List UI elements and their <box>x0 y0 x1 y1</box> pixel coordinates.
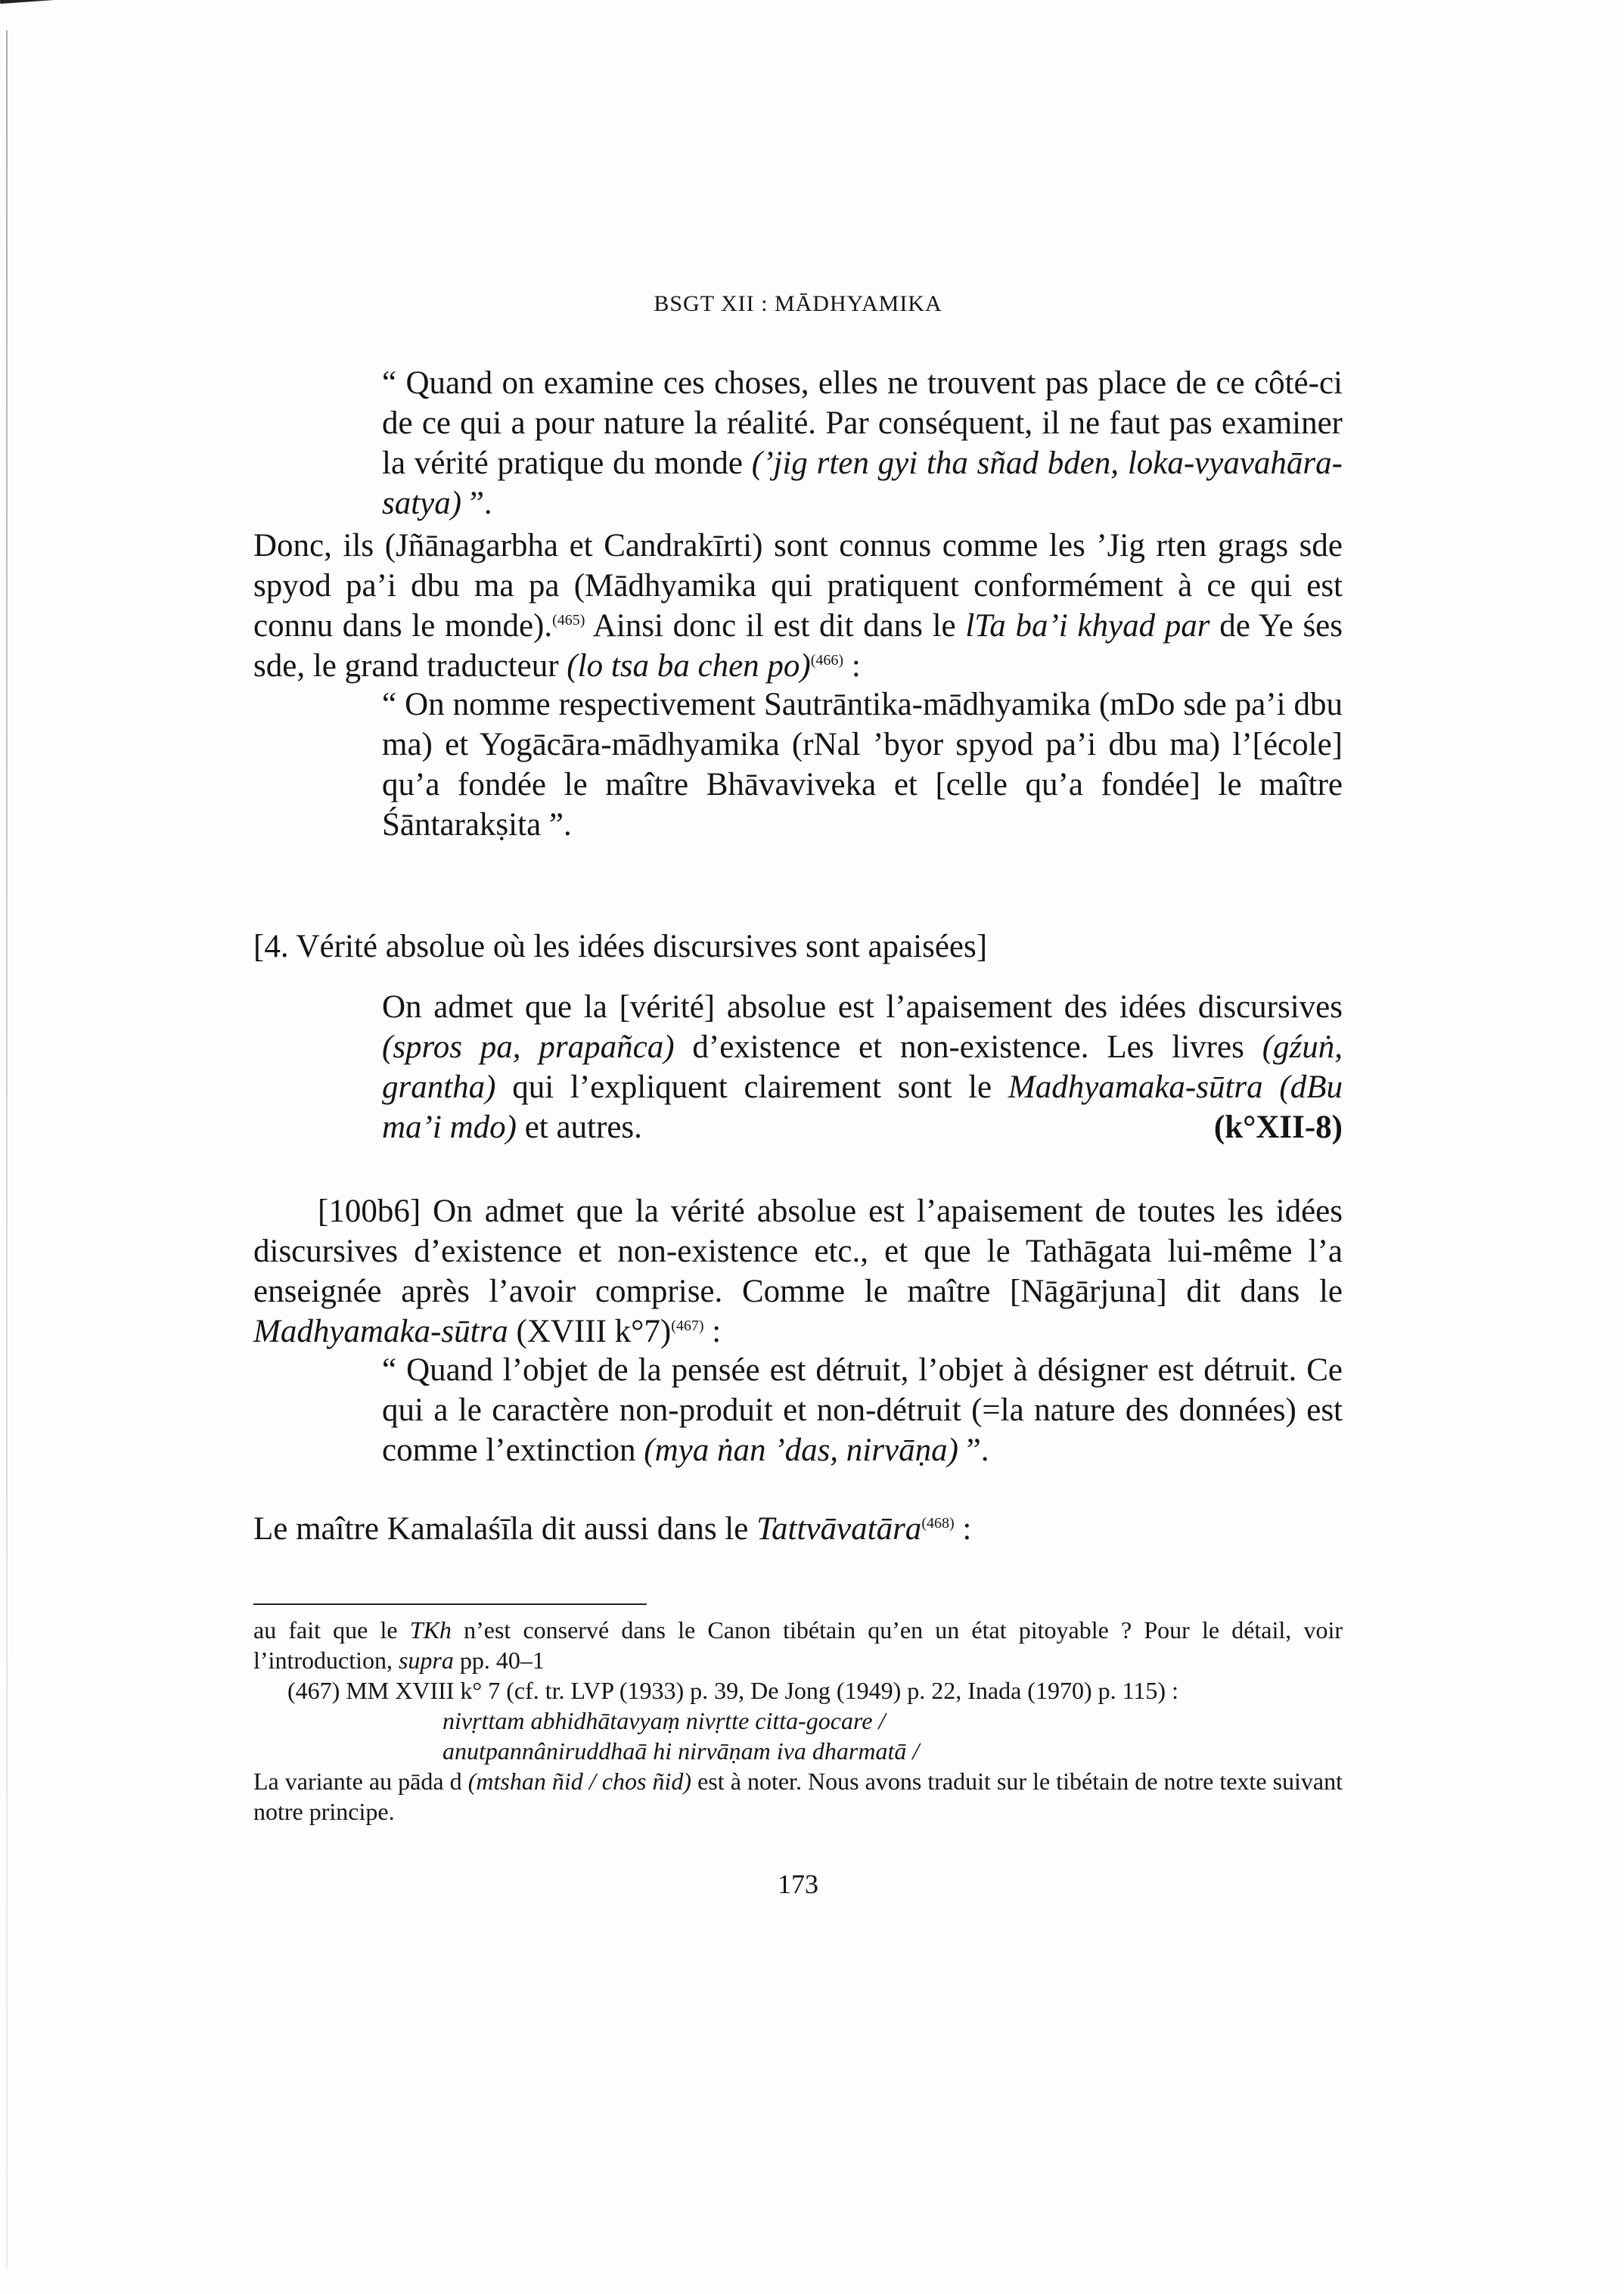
footnote-variant <box>253 1766 1343 1827</box>
verse-text <box>1263 1069 1280 1105</box>
verse-text: d’existence et non-existence. Les livres <box>674 1029 1262 1065</box>
paragraph-text: de Ye śes sde, le grand traducteur <box>253 608 1343 684</box>
quote-close: ”. <box>461 486 492 521</box>
quote-block-second <box>382 684 1343 845</box>
karika-verse <box>382 987 1343 1147</box>
term-mtshan-nid: (mtshan ñid / chos ñid) <box>467 1768 692 1795</box>
paragraph-text: (XVIII k°7) <box>508 1314 672 1349</box>
paragraph-text: Ainsi donc il est dit dans le <box>585 608 966 644</box>
running-head: BSGT XII : MĀDHYAMIKA <box>654 291 942 316</box>
abbrev-tkh: TKh <box>409 1616 452 1644</box>
quote-text: “ Quand on examine ces choses, elles ne trouvent pas place de ce côté-ci de ce qui a pour nature la réalité. Par conséquent, il ne faut pas examiner la vérité pratique du monde <box>382 365 1343 481</box>
term-dbu-mai-mdo: (dBu ma’i mdo) <box>382 1069 1343 1145</box>
quote-block-first <box>382 363 1343 523</box>
quote-close: ”. <box>958 1433 989 1468</box>
footnote-ref-467: (467) <box>671 1318 704 1334</box>
footnotes <box>253 1615 1343 1827</box>
title-lta-bai-khyad-par: lTa ba’i khyad par <box>965 608 1210 644</box>
footnote-text: n’est conservé dans le Canon tibétain qu’en un état pitoyable ? Pour le détail, voir l’introduction, <box>253 1616 1343 1674</box>
footnote-ref-465: (465) <box>552 612 585 629</box>
term-nirvana: (mya ṅan ’das, nirvāṇa) <box>644 1433 958 1468</box>
term-supra: supra <box>398 1647 454 1674</box>
term-loka-vyavahara: (’jig rten gyi tha sñad bden, loka-vyavahāra-satya) <box>382 445 1343 521</box>
title-tattvavatara: Tattvāvatāra <box>756 1511 922 1547</box>
term-spros-pa: (spros pa, prapañca) <box>382 1029 675 1065</box>
scan-corner-mark <box>0 0 56 19</box>
paragraph-text: Le maître Kamalaśīla dit aussi dans le <box>253 1511 757 1547</box>
term-lotsaba: (lo tsa ba chen po) <box>567 648 811 684</box>
paragraph-jnanagarbha <box>253 526 1343 686</box>
paragraph-text: : <box>954 1511 972 1547</box>
footnote-text: pp. 40–1 <box>453 1647 545 1674</box>
quote-text: “ On nomme respectivement Sautrāntika-mādhyamika (mDo sde pa’i dbu ma) et Yogācāra-mādhyamika (rNal ’byor spyod pa’i dbu ma) l’[école] qu’a fondée le maître Bhāvaviveka et [celle qu’a fondée] le maître Śāntarakṣita ”. <box>382 687 1343 843</box>
verse-text: et autres. <box>516 1110 642 1145</box>
scan-left-edge <box>6 30 8 2269</box>
verse-reference: (k°XII-8) <box>1213 1110 1343 1145</box>
paragraph-text: Donc, ils (Jñānagarbha et Candrakīrti) sont connus comme les ’Jig rten grags sde spyod pa’i dbu ma pa (Mādhyamika qui pratiquent conformément à ce qui est connu dans le monde). <box>253 528 1343 644</box>
paragraph-kamalasila <box>253 1509 1343 1549</box>
title-madhyamaka-sutra: Madhyamaka-sūtra <box>1008 1069 1263 1105</box>
footnote-text: La variante au pāda d <box>253 1768 468 1795</box>
footnote-467: (467) MM XVIII k° 7 (cf. tr. LVP (1933) p. 39, De Jong (1949) p. 22, Inada (1970) p. 115) : <box>287 1677 1178 1704</box>
verse-text: qui l’expliquent clairement sont le <box>495 1069 1008 1105</box>
term-gzun: (gźuṅ, grantha) <box>382 1029 1343 1105</box>
quote-block-third <box>382 1350 1343 1470</box>
footnote-divider <box>253 1603 647 1605</box>
verse-text: On admet que la [vérité] absolue est l’apaisement des idées discursives <box>382 989 1343 1025</box>
footnote-ref-468: (468) <box>921 1515 955 1532</box>
paragraph-text: [100b6] On admet que la vérité absolue est l’apaisement de toutes les idées discursives d’existence et non-existence etc., et que le Tathāgata lui-même l’a enseignée après l’avoir comprise. Comme le maître [Nāgārjuna] dit dans le <box>253 1194 1343 1309</box>
sanskrit-line-2: anutpannâniruddhaā hi nirvāṇam iva dharmatā / <box>442 1737 920 1765</box>
title-madhyamaka-sutra: Madhyamaka-sūtra <box>253 1314 508 1349</box>
paragraph-text: : <box>843 648 861 684</box>
footnote-text: est à noter. Nous avons traduit sur le tibétain de notre texte suivant notre principe. <box>253 1768 1343 1825</box>
quote-text: “ Quand l’objet de la pensée est détruit, l’objet à désigner est détruit. Ce qui a le caractère non-produit et non-détruit (=la nature des données) est comme l’extinction <box>382 1352 1343 1468</box>
footnote-text: au fait que le <box>253 1616 410 1644</box>
paragraph-commentary <box>253 1191 1343 1352</box>
section-heading: [4. Vérité absolue où les idées discursives sont apaisées] <box>253 929 988 964</box>
paragraph-text: : <box>703 1314 722 1349</box>
footnote-continued <box>253 1615 1343 1675</box>
footnote-ref-466: (466) <box>810 652 844 669</box>
sanskrit-line-1: nivṛttam abhidhātavyaṃ nivṛtte citta-gocare / <box>442 1707 886 1734</box>
page-number: 173 <box>778 1869 818 1899</box>
